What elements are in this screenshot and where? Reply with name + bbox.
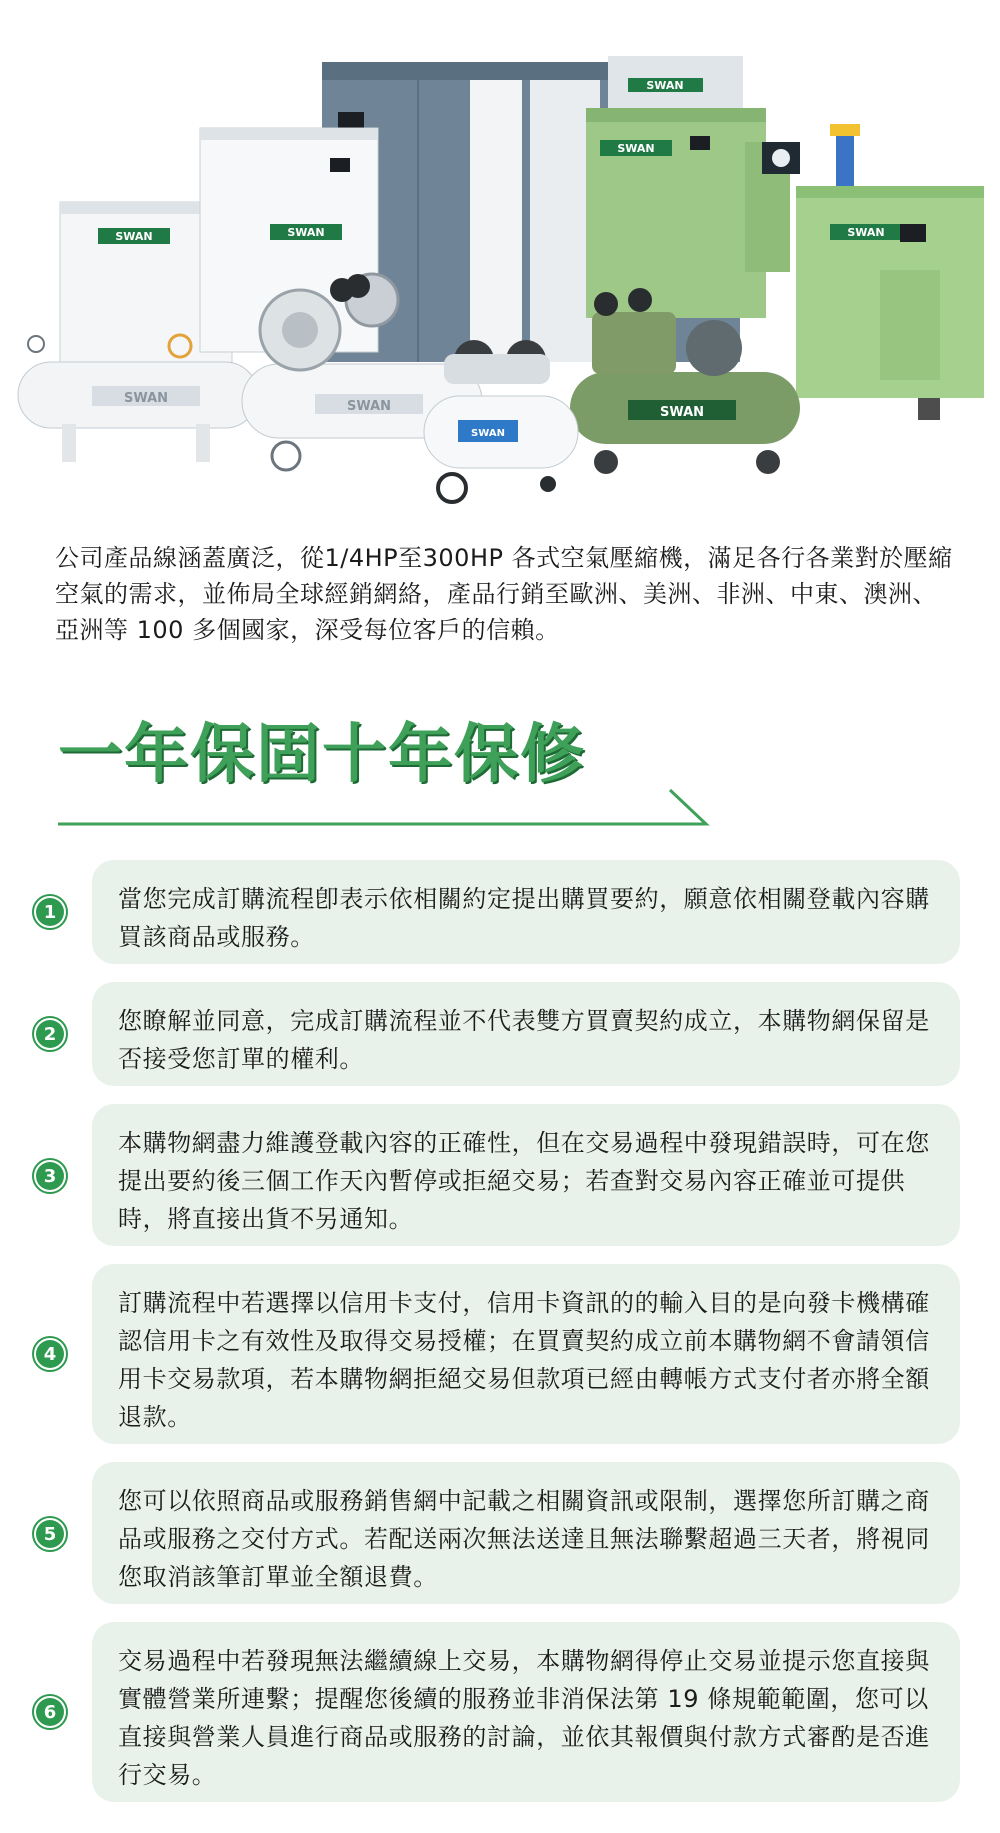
term-card: [92, 1462, 960, 1604]
term-text: 交易過程中若發現無法繼續線上交易，本購物網得停止交易並提示您直接與實體營業所連繫；提醒您後續的服務並非消保法第 19 條規範範圍，您可以直接與營業人員進行商品或服務的討論，並依其報價與付款方式審酌是否進行交易。: [118, 1647, 930, 1789]
number-badge-icon: [32, 1694, 68, 1730]
term-card: [92, 860, 960, 964]
number-badge-label: 6: [36, 1698, 64, 1726]
term-text: 您可以依照商品或服務銷售網中記載之相關資訊或限制，選擇您所訂購之商品或服務之交付方式。若配送兩次無法送達且無法聯繫超過三天者，將視同您取消該筆訂單並全額退費。: [118, 1487, 930, 1591]
number-badge-label: 5: [36, 1520, 64, 1548]
svg-text:SWAN: SWAN: [287, 226, 325, 239]
svg-text:SWAN: SWAN: [471, 428, 505, 439]
svg-text:SWAN: SWAN: [659, 405, 705, 420]
green-compressor-cabinet-front: [796, 186, 984, 420]
number-badge-icon: [32, 1516, 68, 1552]
number-badge-label: 4: [36, 1340, 64, 1368]
number-badge-label: 2: [36, 1020, 64, 1048]
term-text: 訂購流程中若選擇以信用卡支付，信用卡資訊的的輸入目的是向發卡機構確認信用卡之有效性及取得交易授權；在買賣契約成立前本購物網不會請領信用卡交易款項，若本購物網拒絕交易但款項已經由轉帳方式支付者亦將全額退款。: [118, 1289, 930, 1431]
term-text: 當您完成訂購流程卽表示依相關約定提出購買要約，願意依相關登載內容購買該商品或服務。: [118, 885, 930, 951]
white-oilless-compressor: [424, 340, 578, 502]
number-badge-icon: [32, 894, 68, 930]
product-lineup-image: [0, 0, 1000, 520]
term-text: 您瞭解並同意，完成訂購流程並不代表雙方買賣契約成立，本購物網保留是否接受您訂單的權利。: [118, 1007, 930, 1073]
section-title: 一年保固十年保修: [58, 718, 586, 792]
company-intro-text: 公司產品線涵蓋廣泛，從1/4HP至300HP 各式空氣壓縮機，滿足各行各業對於壓縮空氣的需求，並佈局全球經銷網絡，產品行銷至歐洲、美洲、非洲、中東、澳洲、亞洲等 100 多個國家，深受每位客戶的信賴。: [55, 544, 953, 644]
svg-text:SWAN: SWAN: [115, 230, 153, 243]
term-text: 本購物網盡力維護登載內容的正確性，但在交易過程中發現錯誤時，可在您提出要約後三個工作天內暫停或拒絕交易；若查對交易內容正確並可提供時，將直接出貨不另通知。: [118, 1129, 930, 1233]
number-badge-label: 3: [36, 1162, 64, 1190]
number-badge-icon: [32, 1158, 68, 1194]
number-badge-icon: [32, 1016, 68, 1052]
svg-text:SWAN: SWAN: [123, 391, 169, 406]
svg-text:SWAN: SWAN: [617, 142, 655, 155]
number-badge-label: 1: [36, 898, 64, 926]
svg-text:SWAN: SWAN: [646, 79, 684, 92]
number-badge-icon: [32, 1336, 68, 1372]
title-underline-decoration: [58, 786, 718, 828]
term-card: [92, 982, 960, 1086]
svg-text:SWAN: SWAN: [847, 226, 885, 239]
term-card: [92, 1622, 960, 1802]
term-card: [92, 1264, 960, 1444]
term-card: [92, 1104, 960, 1246]
svg-text:SWAN: SWAN: [346, 399, 392, 414]
